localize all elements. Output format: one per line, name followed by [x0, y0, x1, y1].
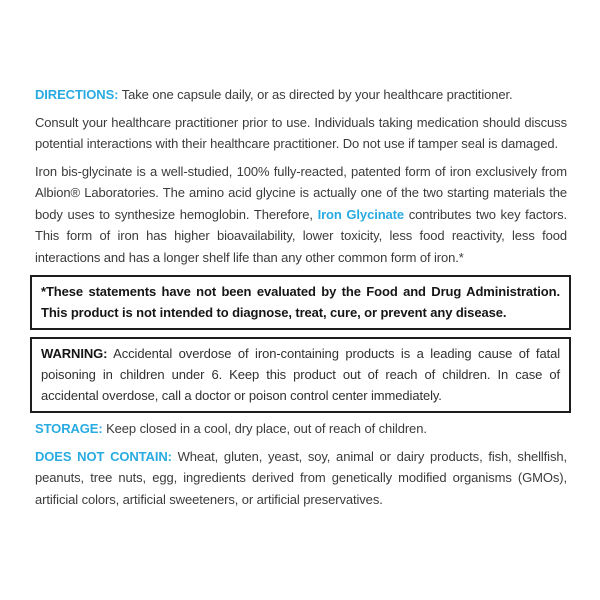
does-not-contain-paragraph — [35, 446, 567, 511]
directions-heading: DIRECTIONS: — [35, 87, 119, 102]
iron-glycinate-accent: Iron Glycinate — [317, 206, 405, 222]
consult-paragraph — [35, 112, 567, 155]
fda-disclaimer-box — [30, 275, 571, 330]
storage-paragraph — [35, 418, 567, 440]
does-not-contain-text: Wheat, gluten, yeast, soy, animal or dairy products, fish, shellfish, peanuts, tree nuts, egg, ingredients derived from genetically modified organisms (GMOs), artificial colors, artificial sweeteners, or artificial preservatives. — [35, 448, 568, 507]
iron-info-text-after: contributes two key factors. This form of iron has higher bioavailability, lower toxicity, less food reactivity, less food interactions and has a longer shelf life than any other common form of iron.* — [35, 206, 568, 265]
warning-heading: WARNING: — [41, 346, 108, 361]
iron-info-paragraph — [35, 161, 567, 269]
iron-info-text-before: Iron bis-glycinate is a well-studied, 100% fully-reacted, patented form of iron exclusively from Albion® Laboratories. The amino acid glycine is actually one of the two starting materials the body uses to synthesize hemoglobin. Therefore, — [35, 163, 567, 222]
fda-disclaimer-text: *These statements have not been evaluated by the Food and Drug Administration. This product is not intended to diagnose, treat, cure, or prevent any disease. — [41, 284, 560, 320]
warning-box — [30, 337, 571, 413]
directions-text: Take one capsule daily, or as directed by your healthcare practitioner. — [121, 87, 513, 102]
consult-text: Consult your healthcare practitioner prior to use. Individuals taking medication should discuss potential interactions with their healthcare practitioner. Do not use if tamper seal is damaged. — [35, 114, 567, 151]
directions-paragraph — [35, 84, 567, 106]
storage-text: Keep closed in a cool, dry place, out of reach of children. — [106, 421, 427, 436]
does-not-contain-heading: DOES NOT CONTAIN: — [35, 448, 172, 464]
storage-heading: STORAGE: — [35, 421, 103, 436]
warning-text: Accidental overdose of iron-containing products is a leading cause of fatal poisoning in children under 6. Keep this product out of reach of children. In case of accidental overdose, call a doctor or poison control center immediately. — [41, 346, 561, 403]
